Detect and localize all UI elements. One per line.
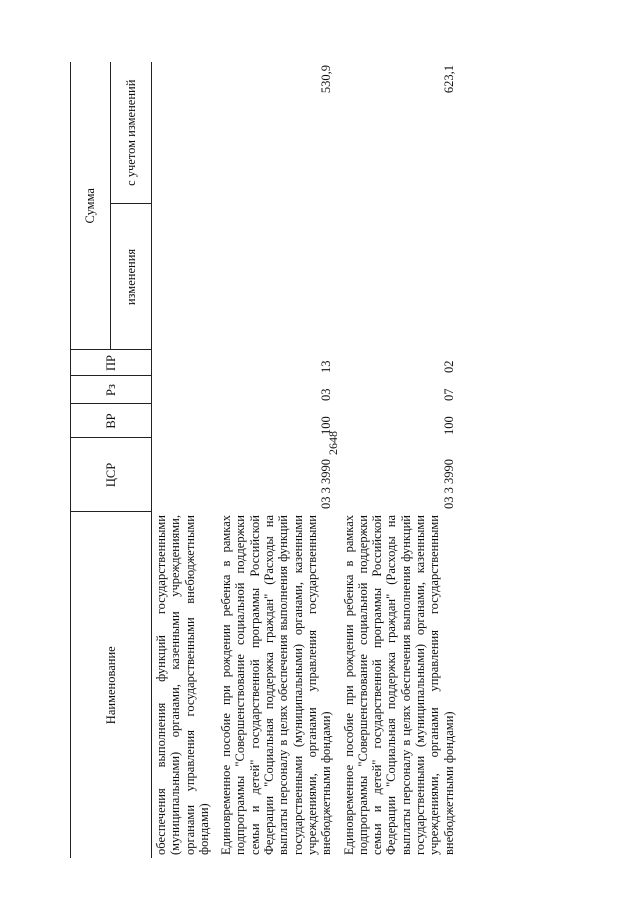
- budget-table: [70, 62, 462, 858]
- header-name: Наименование: [71, 512, 152, 858]
- header-csr: ЦСР: [71, 438, 152, 512]
- table-row: [152, 62, 218, 858]
- table-sheet: [70, 62, 585, 858]
- row-total: [152, 62, 218, 204]
- table-row: [340, 62, 462, 858]
- row-name: Единовременное пособие при рождении ребенка в рамках подпрограммы "Совершенствование социальной поддержки семьи и детей" государственной программы Российской Федерации "Социальная поддержка граждан" (Расходы на выплаты персоналу в целях обеспечения выполнения функций государственными (муниципальными) органами, казенными учреждениями, органами управления государственными внебюджетными фондами): [341, 515, 456, 855]
- header-vr: ВР: [71, 404, 152, 438]
- header-rz: Рз: [71, 376, 152, 404]
- row-rz: [152, 376, 218, 404]
- row-total: 530,9: [319, 65, 334, 94]
- row-change: [152, 204, 218, 350]
- row-csr: 03 3 3990: [441, 459, 456, 509]
- row-vr: 100: [441, 416, 456, 435]
- row-total: 623,1: [441, 65, 456, 94]
- row-name: Единовременное пособие при рождении ребенка в рамках подпрограммы "Совершенствование социальной поддержки семьи и детей" государственной программы Российской Федерации "Социальная поддержка граждан" (Расходы на выплаты персоналу в целях обеспечения выполнения функций государственными (муниципальными) органами, казенными учреждениями, органами управления государственными внебюджетными фондами): [219, 515, 334, 855]
- header-sum: Сумма: [71, 62, 111, 350]
- row-rz: 07: [441, 388, 456, 401]
- row-csr: 03 3 3990: [319, 459, 334, 509]
- row-vr: 100: [319, 416, 334, 435]
- rotated-table-container: [70, 62, 585, 858]
- row-csr: [152, 438, 218, 512]
- row-name: обеспечения выполнения функций государственными (муниципальными) органами, казенными учреждениями, органами управления государственными внебюджетными фондами): [154, 515, 211, 855]
- page-number: 2648: [326, 431, 340, 455]
- header-pr: ПР: [71, 350, 152, 376]
- table-row: [217, 62, 339, 858]
- row-change: [217, 204, 339, 350]
- header-row-top: [71, 62, 111, 858]
- row-change: [340, 204, 462, 350]
- header-with-changes: с учетом изменений: [111, 62, 152, 204]
- row-pr: 13: [319, 360, 334, 373]
- row-pr: [152, 350, 218, 376]
- row-pr: 02: [441, 360, 456, 373]
- row-rz: 03: [319, 388, 334, 401]
- row-vr: [152, 404, 218, 438]
- header-changes: изменения: [111, 204, 152, 350]
